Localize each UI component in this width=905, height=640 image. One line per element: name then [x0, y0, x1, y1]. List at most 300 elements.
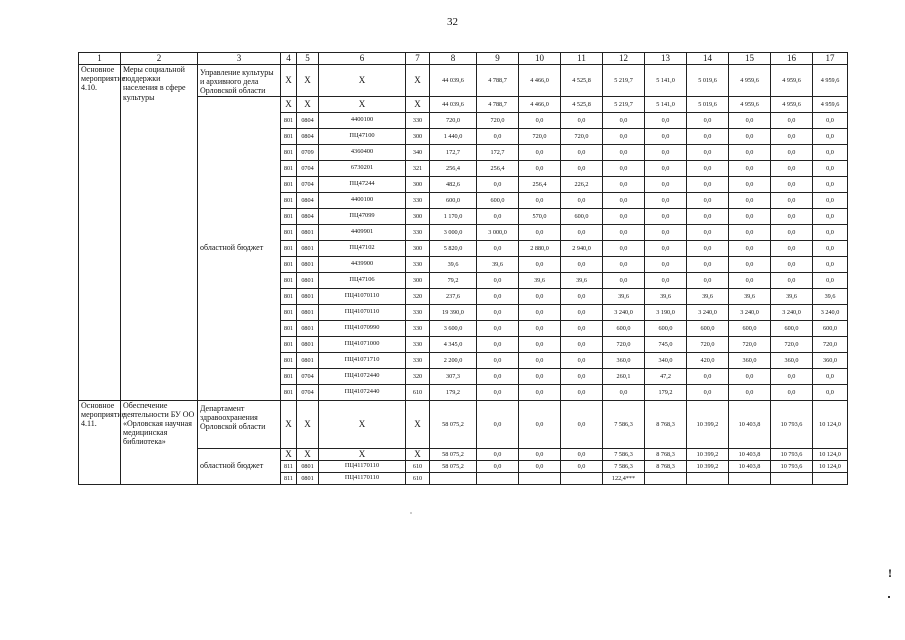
table-cell: 179,2 [645, 384, 687, 400]
table-cell: 600,0 [813, 320, 848, 336]
table-cell: 0801 [297, 256, 319, 272]
table-cell: Х [319, 400, 406, 448]
table-cell: 320 [406, 288, 430, 304]
table-cell: 0,0 [603, 272, 645, 288]
table-cell: 0,0 [561, 256, 603, 272]
table-cell: 801 [281, 240, 297, 256]
margin-mark: ! [888, 566, 892, 580]
table-body [79, 53, 848, 485]
table-cell: 801 [281, 160, 297, 176]
table-cell: 801 [281, 112, 297, 128]
table-cell: 4409901 [319, 224, 406, 240]
column-number-header: 3 [198, 53, 281, 65]
budget-table [78, 52, 848, 485]
table-cell: 0,0 [687, 272, 729, 288]
table-cell: 0804 [297, 208, 319, 224]
table-cell: Х [281, 448, 297, 460]
table-cell: 600,0 [729, 320, 771, 336]
column-number-header: 16 [771, 53, 813, 65]
table-cell: 0,0 [771, 208, 813, 224]
table-cell: 0,0 [645, 192, 687, 208]
table-cell: 0,0 [771, 128, 813, 144]
table-cell: 0,0 [729, 368, 771, 384]
table-cell: 172,7 [477, 144, 519, 160]
table-cell: 44 039,6 [430, 96, 477, 112]
table-cell: 0704 [297, 384, 319, 400]
column-number-header: 12 [603, 53, 645, 65]
table-cell: 0,0 [603, 224, 645, 240]
column-number-header: 13 [645, 53, 687, 65]
table-cell: 10 403,8 [729, 448, 771, 460]
table-cell: 39,6 [603, 288, 645, 304]
table-cell [477, 472, 519, 484]
table-cell: 0,0 [561, 304, 603, 320]
table-cell: Х [281, 65, 297, 97]
table-cell: 0,0 [645, 176, 687, 192]
table-cell: 0,0 [771, 384, 813, 400]
table-cell: 600,0 [771, 320, 813, 336]
table-cell: Х [297, 400, 319, 448]
table-cell: 0,0 [477, 176, 519, 192]
table-cell: 0,0 [813, 144, 848, 160]
measure-4-11-description: Обеспечение деятельности БУ ОО «Орловская научная медицинская библиотека» [121, 400, 198, 484]
table-cell: Х [281, 96, 297, 112]
table-cell: 5 141,0 [645, 96, 687, 112]
table-cell: 3 240,0 [771, 304, 813, 320]
column-number-header: 14 [687, 53, 729, 65]
column-number-header: 9 [477, 53, 519, 65]
table-cell: 340 [406, 144, 430, 160]
table-cell: 600,0 [603, 320, 645, 336]
table-cell: 2 200,0 [430, 352, 477, 368]
table-cell: 19 390,0 [430, 304, 477, 320]
table-cell: 4439900 [319, 256, 406, 272]
table-cell: 0,0 [687, 192, 729, 208]
table-cell: ПЦ41170110 [319, 472, 406, 484]
table-cell: 0,0 [519, 448, 561, 460]
table-cell: 801 [281, 192, 297, 208]
table-cell: 122,4*** [603, 472, 645, 484]
table-cell: 4 959,6 [729, 65, 771, 97]
table-cell: 320 [406, 368, 430, 384]
table-cell: 801 [281, 352, 297, 368]
table-cell: 801 [281, 320, 297, 336]
table-cell [561, 472, 603, 484]
table-cell: 600,0 [561, 208, 603, 224]
table-cell: 7 586,3 [603, 448, 645, 460]
measure-4-10-name: Основное мероприятие 4.10. [79, 65, 121, 401]
table-cell: 0,0 [771, 256, 813, 272]
table-cell: 0,0 [813, 128, 848, 144]
measure-4-11-owner-row [79, 400, 848, 448]
table-cell: 0,0 [519, 336, 561, 352]
table-cell: 0,0 [813, 240, 848, 256]
table-cell: ПЦ47106 [319, 272, 406, 288]
table-cell: 801 [281, 208, 297, 224]
table-cell: ПЦ41070990 [319, 320, 406, 336]
table-cell: 0,0 [645, 160, 687, 176]
table-cell: 39,6 [813, 288, 848, 304]
table-cell: 0,0 [561, 112, 603, 128]
table-cell: 0,0 [729, 256, 771, 272]
table-cell: 0,0 [603, 128, 645, 144]
column-number-header: 1 [79, 53, 121, 65]
table-cell: 0,0 [813, 384, 848, 400]
table-cell: 0,0 [561, 224, 603, 240]
table-cell: 0,0 [771, 112, 813, 128]
table-cell: 256,4 [430, 160, 477, 176]
table-cell: 4 959,6 [729, 96, 771, 112]
table-cell: 0,0 [729, 128, 771, 144]
table-cell: 3 000,0 [477, 224, 519, 240]
table-cell: 0,0 [729, 160, 771, 176]
table-cell: 0,0 [603, 192, 645, 208]
table-cell [519, 472, 561, 484]
table-cell: 801 [281, 272, 297, 288]
table-cell: 330 [406, 336, 430, 352]
table-cell: 0,0 [477, 384, 519, 400]
table-cell: 340,0 [645, 352, 687, 368]
table-cell: 300 [406, 272, 430, 288]
table-cell: 801 [281, 144, 297, 160]
table-cell: 300 [406, 208, 430, 224]
table-cell: 1 170,0 [430, 208, 477, 224]
table-cell: 0,0 [771, 368, 813, 384]
table-cell: 0,0 [729, 384, 771, 400]
table-cell: 321 [406, 160, 430, 176]
table-cell: 4 466,0 [519, 65, 561, 97]
table-cell: 0,0 [687, 160, 729, 176]
table-cell: 0,0 [687, 240, 729, 256]
table-cell: 720,0 [687, 336, 729, 352]
table-cell: 0804 [297, 192, 319, 208]
table-cell: 0,0 [729, 144, 771, 160]
table-cell: 0,0 [477, 368, 519, 384]
table-cell: 0,0 [477, 288, 519, 304]
table-cell: 0,0 [813, 192, 848, 208]
table-cell: Х [406, 400, 430, 448]
table-cell [430, 472, 477, 484]
table-cell: 0,0 [813, 176, 848, 192]
table-cell: 570,0 [519, 208, 561, 224]
table-cell: 360,0 [603, 352, 645, 368]
table-cell: 0704 [297, 176, 319, 192]
table-cell: 0,0 [813, 112, 848, 128]
table-cell: 7 586,3 [603, 460, 645, 472]
table-cell: 307,3 [430, 368, 477, 384]
table-cell: 0,0 [603, 384, 645, 400]
table-cell: 10 124,0 [813, 460, 848, 472]
table-cell: Х [406, 65, 430, 97]
table-cell: 0,0 [519, 384, 561, 400]
column-number-header: 4 [281, 53, 297, 65]
table-cell: 10 793,6 [771, 460, 813, 472]
table-cell: ПЦ47102 [319, 240, 406, 256]
table-cell: 0,0 [687, 368, 729, 384]
table-cell: 0,0 [477, 352, 519, 368]
table-cell: 0,0 [477, 448, 519, 460]
table-cell: 4 525,8 [561, 65, 603, 97]
table-cell: 610 [406, 384, 430, 400]
table-cell: 0,0 [477, 320, 519, 336]
table-cell: 179,2 [430, 384, 477, 400]
table-cell: 39,6 [430, 256, 477, 272]
table-cell: 330 [406, 224, 430, 240]
table-cell: 0,0 [729, 208, 771, 224]
table-cell: 39,6 [477, 256, 519, 272]
table-cell: 1 440,0 [430, 128, 477, 144]
table-cell: 0,0 [603, 256, 645, 272]
table-cell: 801 [281, 128, 297, 144]
table-cell: 0,0 [645, 128, 687, 144]
table-cell: Х [297, 65, 319, 97]
table-cell: 0,0 [561, 288, 603, 304]
table-cell: 0801 [297, 336, 319, 352]
table-cell: 39,6 [687, 288, 729, 304]
table-cell: 0,0 [771, 192, 813, 208]
table-cell: 360,0 [729, 352, 771, 368]
table-cell: 300 [406, 240, 430, 256]
table-cell: 3 600,0 [430, 320, 477, 336]
table-cell: 300 [406, 128, 430, 144]
table-cell: 0,0 [687, 208, 729, 224]
table-cell: 720,0 [603, 336, 645, 352]
table-cell: Х [319, 96, 406, 112]
table-cell: 0,0 [645, 144, 687, 160]
table-cell: 4 525,8 [561, 96, 603, 112]
table-cell [813, 472, 848, 484]
table-cell: 600,0 [645, 320, 687, 336]
table-cell: 2 880,0 [519, 240, 561, 256]
table-cell: 801 [281, 224, 297, 240]
table-cell: 0704 [297, 368, 319, 384]
table-cell: 0,0 [519, 368, 561, 384]
table-cell: 0,0 [603, 176, 645, 192]
table-cell: 360,0 [771, 352, 813, 368]
column-number-header: 8 [430, 53, 477, 65]
table-cell: 0,0 [519, 460, 561, 472]
table-cell: 0,0 [477, 460, 519, 472]
table-cell: 0709 [297, 144, 319, 160]
table-cell: 0,0 [687, 176, 729, 192]
table-cell: 0,0 [561, 384, 603, 400]
table-cell: 0801 [297, 472, 319, 484]
table-cell: 5 820,0 [430, 240, 477, 256]
table-cell: 745,0 [645, 336, 687, 352]
table-cell: 0,0 [477, 304, 519, 320]
column-number-header: 11 [561, 53, 603, 65]
table-cell: 600,0 [477, 192, 519, 208]
table-cell: 58 075,2 [430, 448, 477, 460]
table-cell: 10 403,8 [729, 460, 771, 472]
table-cell: ПЦ41070110 [319, 288, 406, 304]
column-number-header: 6 [319, 53, 406, 65]
table-cell: 0801 [297, 460, 319, 472]
table-cell: 720,0 [430, 112, 477, 128]
table-cell: 482,6 [430, 176, 477, 192]
table-cell: 8 768,3 [645, 400, 687, 448]
column-number-header: 2 [121, 53, 198, 65]
table-cell: ПЦ41070110 [319, 304, 406, 320]
table-cell: 0,0 [477, 240, 519, 256]
measure-4-10-budget-source: областной бюджет [198, 96, 281, 400]
table-cell: 0,0 [561, 400, 603, 448]
table-cell: ПЦ47099 [319, 208, 406, 224]
table-cell: 3 240,0 [729, 304, 771, 320]
table-cell: 0,0 [813, 368, 848, 384]
table-cell: 720,0 [813, 336, 848, 352]
table-cell: 720,0 [519, 128, 561, 144]
table-cell: 4 959,6 [771, 96, 813, 112]
table-cell: 4400100 [319, 192, 406, 208]
table-cell: 811 [281, 460, 297, 472]
table-cell: 801 [281, 336, 297, 352]
margin-dot [888, 596, 890, 598]
table-cell: 0804 [297, 128, 319, 144]
table-cell: 0,0 [519, 256, 561, 272]
table-cell: 0,0 [561, 352, 603, 368]
table-cell: 0,0 [687, 144, 729, 160]
measure-4-11-responsible: Департамент здравоохранения Орловской области [198, 400, 281, 448]
table-cell: 0,0 [561, 192, 603, 208]
table-cell: 7 586,3 [603, 400, 645, 448]
table-cell: 720,0 [477, 112, 519, 128]
table-cell: 0,0 [813, 208, 848, 224]
scan-speck [410, 512, 412, 514]
table-cell: 0801 [297, 320, 319, 336]
table-cell: 237,6 [430, 288, 477, 304]
table-cell: 0,0 [603, 240, 645, 256]
table-cell: Х [297, 448, 319, 460]
table-cell: 0,0 [519, 160, 561, 176]
table-cell: 720,0 [729, 336, 771, 352]
table-cell: 0804 [297, 112, 319, 128]
table-cell: 6730201 [319, 160, 406, 176]
table-cell: 0,0 [519, 400, 561, 448]
table-cell: 0,0 [519, 144, 561, 160]
table-cell: 4 959,6 [813, 65, 848, 97]
measure-4-11-budget-source: областной бюджет [198, 448, 281, 484]
table-cell: 0,0 [645, 208, 687, 224]
table-cell: 8 768,3 [645, 460, 687, 472]
table-cell: 47,2 [645, 368, 687, 384]
table-cell: 0,0 [519, 288, 561, 304]
table-cell: 0,0 [603, 208, 645, 224]
table-cell: 330 [406, 304, 430, 320]
table-cell: 0,0 [771, 224, 813, 240]
table-cell: 0,0 [687, 112, 729, 128]
table-cell: ПЦ41170110 [319, 460, 406, 472]
table-cell: 330 [406, 192, 430, 208]
table-cell [645, 472, 687, 484]
table-cell: 0,0 [561, 336, 603, 352]
table-cell: 2 940,0 [561, 240, 603, 256]
table-cell: 0,0 [645, 272, 687, 288]
table-cell: 5 019,6 [687, 65, 729, 97]
table-cell: 5 219,7 [603, 96, 645, 112]
table-cell: 600,0 [430, 192, 477, 208]
table-cell: 58 075,2 [430, 400, 477, 448]
table-cell: 10 793,6 [771, 448, 813, 460]
table-cell: 0,0 [771, 160, 813, 176]
table-cell: 4 959,6 [771, 65, 813, 97]
measure-4-11-name: Основное мероприятие 4.11. [79, 400, 121, 484]
table-cell: Х [406, 96, 430, 112]
table-cell: 0,0 [729, 112, 771, 128]
table-cell: 0,0 [561, 368, 603, 384]
table-cell: 260,1 [603, 368, 645, 384]
table-cell: 0,0 [519, 224, 561, 240]
table-cell: Х [319, 448, 406, 460]
table-cell: 0,0 [687, 384, 729, 400]
table-cell: 4360400 [319, 144, 406, 160]
measure-4-10-description: Меры социальной поддержки населения в сфере культуры [121, 65, 198, 401]
column-number-header: 15 [729, 53, 771, 65]
table-cell: 0801 [297, 240, 319, 256]
header-row [79, 53, 848, 65]
table-cell: 0,0 [813, 272, 848, 288]
table-cell: 0801 [297, 352, 319, 368]
table-cell: 801 [281, 368, 297, 384]
table-cell: 0,0 [477, 128, 519, 144]
table-cell: 0,0 [771, 272, 813, 288]
table-cell: 0704 [297, 160, 319, 176]
table-cell: 0801 [297, 304, 319, 320]
table-cell: 420,0 [687, 352, 729, 368]
table-cell: 0,0 [603, 112, 645, 128]
table-cell: 3 190,0 [645, 304, 687, 320]
table-cell: 0,0 [603, 160, 645, 176]
table-cell: 0,0 [477, 336, 519, 352]
table-cell [729, 472, 771, 484]
table-cell: 0,0 [729, 192, 771, 208]
table-cell: 0,0 [561, 460, 603, 472]
table-cell: 0,0 [477, 272, 519, 288]
table-cell: 5 141,0 [645, 65, 687, 97]
table-cell: 0801 [297, 224, 319, 240]
table-cell: 0,0 [519, 112, 561, 128]
table-cell: 10 403,8 [729, 400, 771, 448]
table-cell: 0,0 [477, 208, 519, 224]
table-cell: 10 124,0 [813, 448, 848, 460]
table-cell: 39,6 [519, 272, 561, 288]
table-cell: 0,0 [561, 448, 603, 460]
page-number: 32 [447, 16, 458, 28]
column-number-header: 5 [297, 53, 319, 65]
table-cell: 0,0 [687, 128, 729, 144]
table-cell [771, 472, 813, 484]
table-cell: 39,6 [645, 288, 687, 304]
table-cell: 0,0 [813, 256, 848, 272]
table-cell: 256,4 [519, 176, 561, 192]
table-cell: 0,0 [645, 224, 687, 240]
table-cell: 811 [281, 472, 297, 484]
table-cell: ПЦ41072440 [319, 384, 406, 400]
table-cell: 801 [281, 176, 297, 192]
table-cell: 0,0 [561, 144, 603, 160]
table-cell: 10 399,2 [687, 448, 729, 460]
table-cell: 0,0 [771, 240, 813, 256]
table-cell: 5 019,6 [687, 96, 729, 112]
table-cell: ПЦ41072440 [319, 368, 406, 384]
table-cell: 801 [281, 288, 297, 304]
table-cell: 3 240,0 [813, 304, 848, 320]
table-cell: 720,0 [771, 336, 813, 352]
table-cell: ПЦ41071000 [319, 336, 406, 352]
table-cell: 3 240,0 [687, 304, 729, 320]
table-cell: 0,0 [729, 224, 771, 240]
table-cell: 39,6 [771, 288, 813, 304]
